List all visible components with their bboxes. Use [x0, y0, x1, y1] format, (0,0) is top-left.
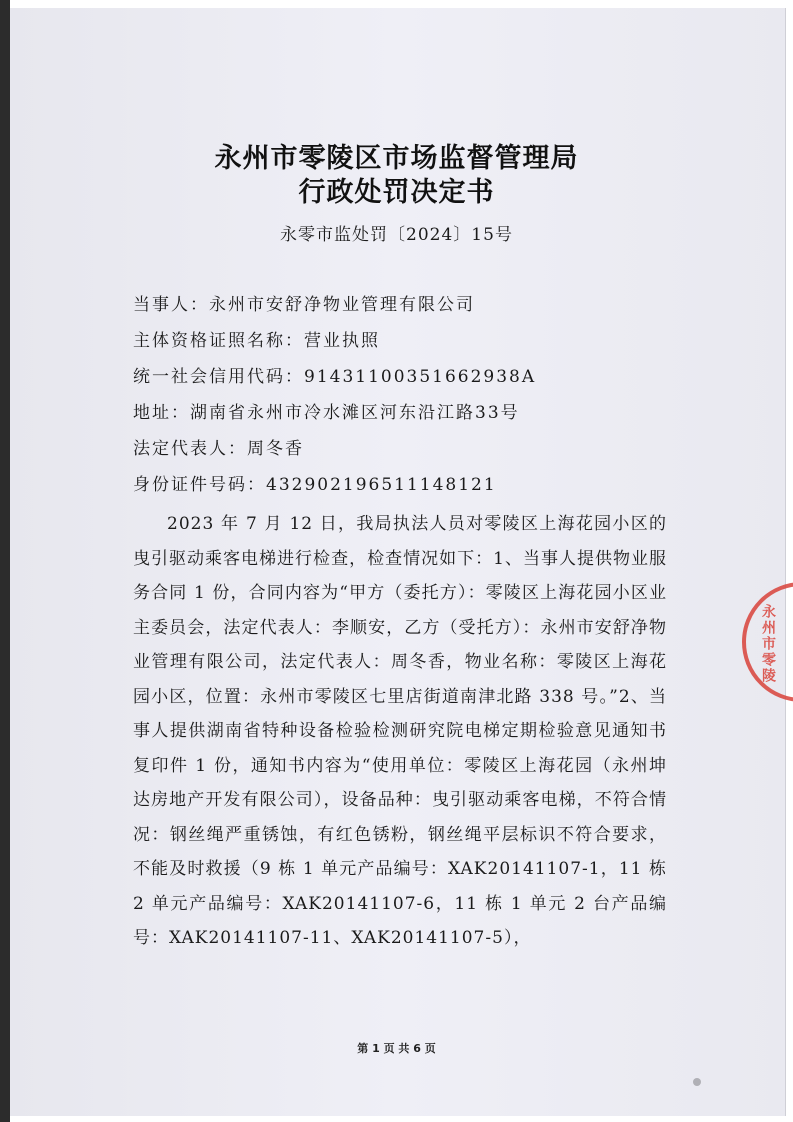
- license-name-label: 主体资格证照名称：: [133, 331, 304, 351]
- credit-code-line: [133, 362, 536, 387]
- address-label: 地址：: [133, 403, 190, 423]
- party-line: [133, 290, 475, 315]
- agency-title: 永州市零陵区市场监督管理局: [214, 143, 579, 174]
- scan-speck: [693, 1078, 701, 1086]
- body-text: [133, 507, 667, 956]
- legal-rep-label: 法定代表人：: [133, 439, 247, 459]
- address-line: [133, 398, 520, 423]
- id-number-line: [133, 470, 497, 495]
- id-number-value: 432902196511148121: [266, 475, 497, 495]
- document-number: 永零市监处罚〔2024〕15号: [280, 225, 513, 245]
- credit-code-label: 统一社会信用代码：: [133, 367, 304, 387]
- address-value: 湖南省永州市冷水滩区河东沿江路33号: [190, 403, 520, 423]
- body-paragraph: 2023 年 7 月 12 日，我局执法人员对零陵区上海花园小区的曳引驱动乘客电梯进行检查，检查情况如下：1、当事人提供物业服务合同 1 份，合同内容为“甲方（委托方）：零陵区上海花园小区业主委员会，法定代表人：李顺安，乙方（受托方）：永州市安舒净物业管理有限公司，法定代表人：周冬香，物业名称：零陵区上海花园小区，位置：永州市零陵区七里店街道南津北路 338 号。”2、当事人提供湖南省特种设备检验检测研究院电梯定期检验意见通知书复印件 1 份，通知书内容为“使用单位：零陵区上海花园（永州坤达房地产开发有限公司），设备品种：曳引驱动乘客电梯，不符合情况：钢丝绳严重锈蚀，有红色锈粉，钢丝绳平层标识不符合要求，不能及时救援（9 栋 1 单元产品编号：XAK20141107-1，11 栋 2 单元产品编号：XAK20141107-6，11 栋 1 单元 2 台产品编号：XAK20141107-11、XAK20141107-5），: [133, 514, 667, 948]
- legal-rep-line: [133, 434, 304, 459]
- page-number: 第 1 页 共 6 页: [357, 1042, 436, 1055]
- party-value: 永州市安舒净物业管理有限公司: [209, 295, 475, 315]
- legal-rep-value: 周冬香: [247, 439, 304, 459]
- id-number-label: 身份证件号码：: [133, 475, 266, 495]
- party-label: 当事人：: [133, 295, 209, 315]
- seal-text: 永州市零陵: [760, 604, 776, 684]
- credit-code-value: 91431100351662938A: [304, 367, 537, 387]
- document-title: 行政处罚决定书: [298, 177, 495, 208]
- license-name-line: [133, 326, 380, 351]
- license-name-value: 营业执照: [304, 331, 380, 351]
